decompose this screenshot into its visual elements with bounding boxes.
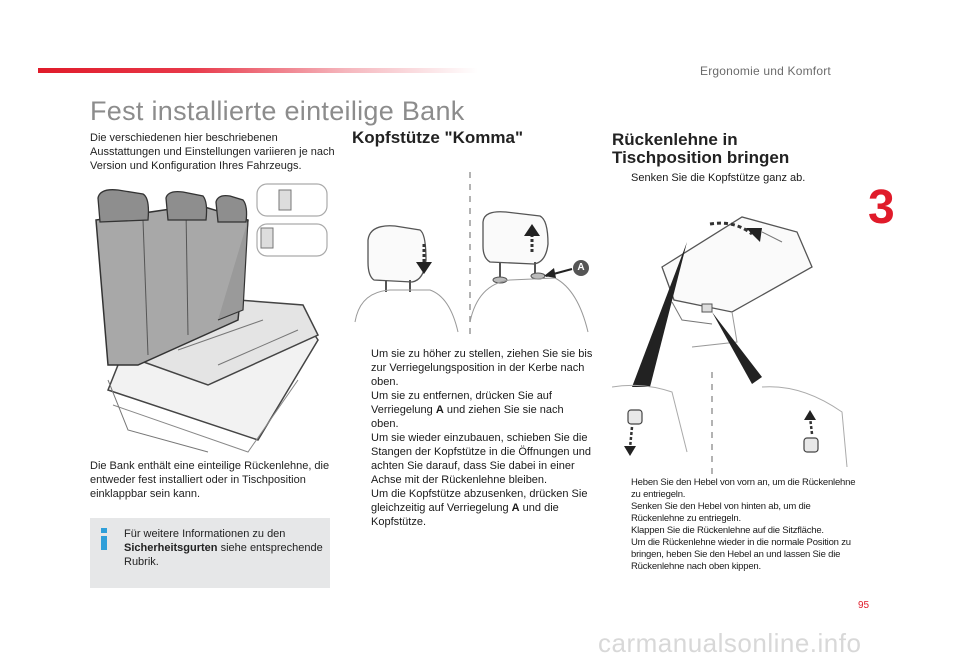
list-item-text: Senken Sie die Kopfstütze ganz ab. [631, 172, 806, 184]
list-item-text: Klappen Sie die Rückenlehne auf die Sitzfläche. [631, 525, 824, 536]
headrest-illustration [350, 172, 595, 337]
intro-paragraph: Die verschiedenen hier beschriebenen Ausstattungen und Einstellungen variieren je nach Version und Konfiguration Ihres Fahrzeugs. [90, 132, 335, 172]
rueckenlehne-heading-line2: Tischposition bringen [612, 148, 790, 167]
info-text-before: Für weitere Informationen zu den [124, 528, 286, 540]
header-accent-bar [38, 68, 478, 73]
info-text [124, 527, 324, 569]
chapter-number: 3 [868, 181, 895, 234]
rueckenlehne-heading [612, 131, 832, 167]
komma-heading: Kopfstütze "Komma" [352, 128, 524, 147]
list-item [613, 525, 858, 537]
rueckenlehne-heading-line1: Rückenlehne in [612, 130, 738, 149]
list-item-bold: A [511, 502, 520, 514]
bank-description: Die Bank enthält eine einteilige Rückenlehne, die entweder fest installiert oder in Tischposition einklappbar sein kann. [90, 460, 330, 500]
page-number: 95 [858, 600, 870, 611]
list-item-text: Um die Kopfstütze abzusenken, drücken Sie gleichzeitig auf Verriegelung [371, 488, 588, 514]
page-title: Fest installierte einteilige Bank [90, 96, 465, 126]
list-item [353, 487, 593, 529]
list-item-text: Um sie wieder einzubauen, schieben Sie die Stangen der Kopfstütze in die Öffnungen und achten Sie darauf, dass Sie dabei in einer Achse mit der Rückenlehne bleiben. [371, 432, 591, 486]
rueckenlehne-first-step [613, 171, 853, 185]
info-text-bold: Sicherheitsgurten [124, 542, 218, 554]
list-item-text: und ziehen Sie sie nach oben. [371, 404, 564, 430]
list-item [353, 389, 593, 431]
info-text-after: siehe entsprechende Rubrik. [124, 542, 323, 568]
rueckenlehne-instructions [613, 477, 858, 573]
info-icon [98, 528, 110, 550]
backrest-table-illustration [612, 212, 857, 474]
list-item-text: Um die Rückenlehne wieder in die normale Position zu bringen, heben Sie den Hebel an und lassen Sie die Rückenlehne nach oben kippen. [631, 537, 851, 572]
list-item-bold: A [435, 404, 444, 416]
vehicle-layout-diagram [253, 182, 333, 262]
watermark: carmanualsonline.info [598, 628, 862, 658]
list-item-text: Senken Sie den Hebel von hinten ab, um die Rückenlehne zu entriegeln. [631, 501, 811, 524]
section-title: Ergonomie und Komfort [700, 64, 831, 78]
list-item [613, 537, 858, 573]
list-item [353, 347, 593, 389]
list-item-text: Um sie zu höher zu stellen, ziehen Sie sie bis zur Verriegelungsposition in der Kerbe nach oben. [371, 348, 593, 388]
list-item-text: und die Kopfstütze. [371, 502, 559, 528]
komma-instructions [353, 347, 593, 529]
list-item [353, 431, 593, 487]
list-item [613, 477, 858, 501]
label-a: A [577, 262, 585, 273]
list-item-text: Um sie zu entfernen, drücken Sie auf Verriegelung [371, 390, 552, 416]
list-item [613, 171, 853, 185]
list-item-text: Heben Sie den Hebel von vorn an, um die Rückenlehne zu entriegeln. [631, 477, 856, 500]
list-item [613, 501, 858, 525]
